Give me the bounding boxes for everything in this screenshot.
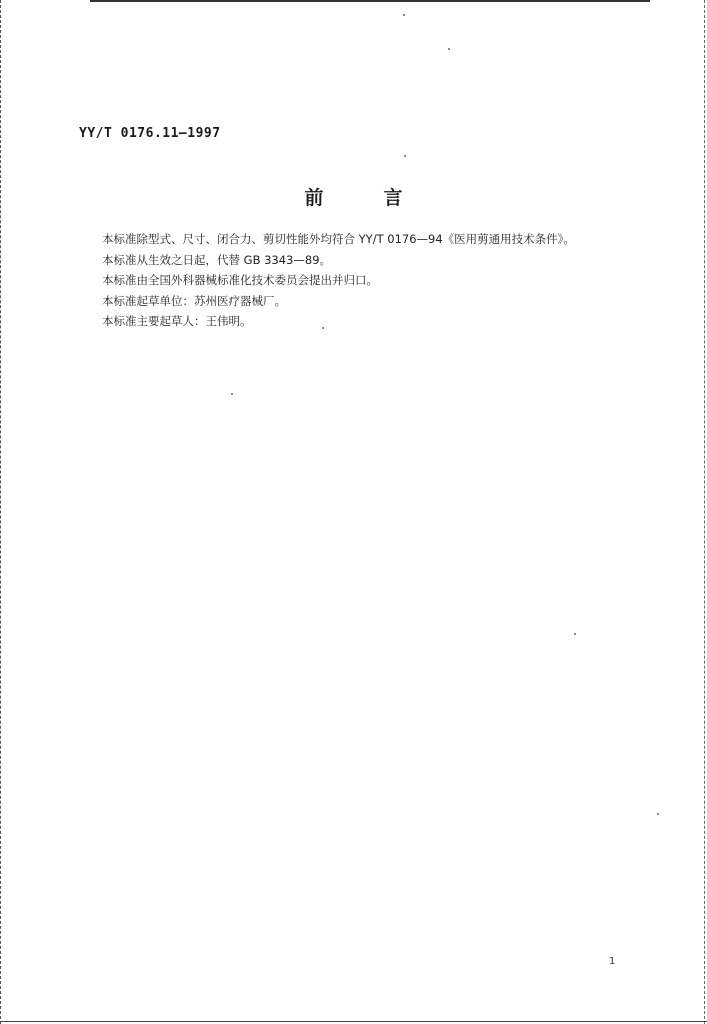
page-number: 1 <box>609 956 616 967</box>
page-title: 前言 <box>304 187 463 209</box>
paragraph: 本标准从生效之日起，代替 GB 3343—89。 <box>102 252 332 267</box>
paragraph: 本标准起草单位：苏州医疗器械厂。 <box>102 293 286 308</box>
scan-edge-left <box>0 0 2 1024</box>
standard-code: YY/T 0176.11—1997 <box>79 126 221 141</box>
scan-edge-bottom <box>0 1021 707 1022</box>
scan-speck <box>574 633 576 635</box>
scan-speck <box>322 327 324 329</box>
paragraph: 本标准主要起草人：王伟明。 <box>102 314 252 328</box>
preface-body <box>102 229 662 332</box>
scan-speck <box>657 813 659 815</box>
scan-speck <box>403 14 405 16</box>
scan-speck <box>404 155 406 157</box>
scan-speck <box>448 48 450 50</box>
scan-edge-right <box>704 0 706 1024</box>
scan-edge-top <box>90 0 650 2</box>
scan-speck <box>231 393 233 395</box>
paragraph: 本标准除型式、尺寸、闭合力、剪切性能外均符合 YY/T 0176—94《医用剪通用技术条件》。 <box>102 232 575 246</box>
paragraph: 本标准由全国外科器械标准化技术委员会提出并归口。 <box>102 273 378 287</box>
